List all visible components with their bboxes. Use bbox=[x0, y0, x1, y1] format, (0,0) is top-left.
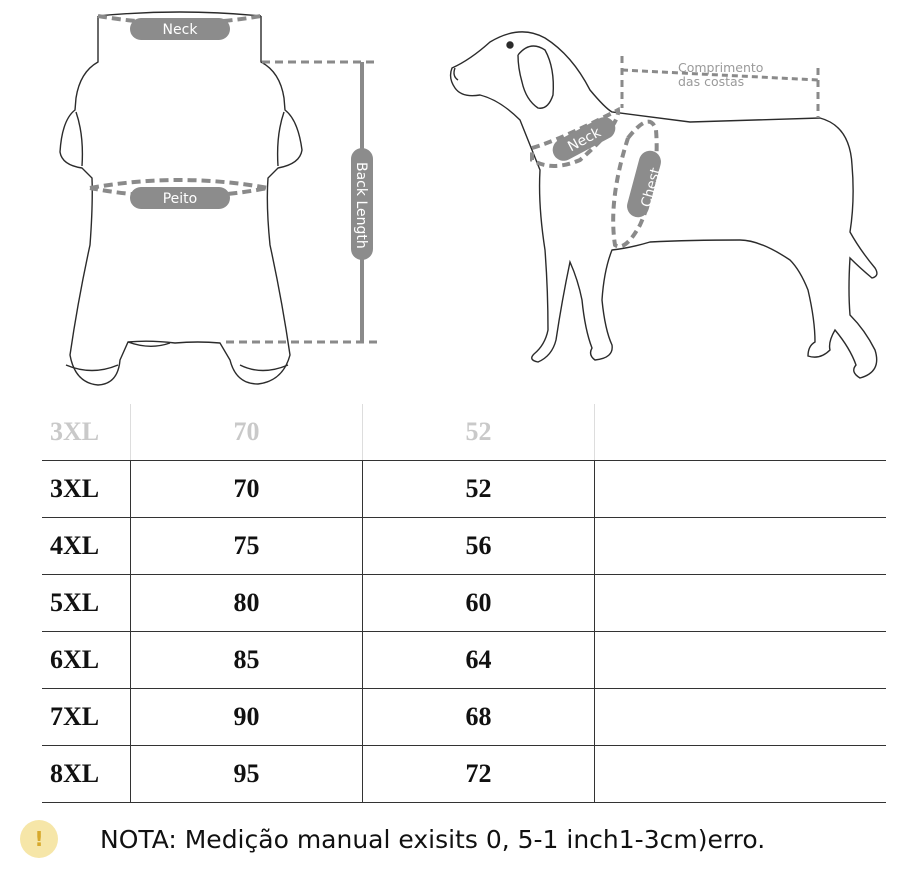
size-cell: 3XL bbox=[42, 404, 131, 461]
warning-icon: ! bbox=[20, 820, 58, 858]
empty-cell bbox=[595, 632, 887, 689]
suit-back-length-measure bbox=[226, 62, 378, 342]
back-length-cell: 70 bbox=[131, 461, 363, 518]
chest-cell: 64 bbox=[363, 632, 595, 689]
suit-neck-measure bbox=[98, 16, 261, 40]
dog-chest-measure bbox=[613, 122, 664, 247]
back-length-cell: 95 bbox=[131, 746, 363, 803]
empty-cell bbox=[595, 461, 887, 518]
back-length-cell: 80 bbox=[131, 575, 363, 632]
table-row bbox=[42, 575, 886, 632]
table-row bbox=[42, 404, 886, 461]
chest-cell: 52 bbox=[363, 461, 595, 518]
size-cell: 4XL bbox=[42, 518, 131, 575]
size-cell: 6XL bbox=[42, 632, 131, 689]
empty-cell bbox=[595, 404, 887, 461]
table-row bbox=[42, 746, 886, 803]
dog-illustration bbox=[451, 32, 877, 378]
back-length-cell: 75 bbox=[131, 518, 363, 575]
empty-cell bbox=[595, 575, 887, 632]
dog-neck-label: Neck bbox=[565, 124, 604, 156]
chest-cell: 60 bbox=[363, 575, 595, 632]
suit-chest-measure bbox=[90, 180, 268, 209]
table-row bbox=[42, 689, 886, 746]
back-length-cell: 85 bbox=[131, 632, 363, 689]
dog-neck-measure bbox=[532, 110, 619, 166]
note-text: NOTA: Medição manual exisits 0, 5-1 inch1-3cm)erro. bbox=[100, 824, 766, 854]
dog-back-label-line2: das costas bbox=[678, 74, 745, 89]
chest-cell: 52 bbox=[363, 404, 595, 461]
measurement-note bbox=[20, 820, 765, 858]
dog-back-label-line1: Comprimento bbox=[678, 60, 764, 75]
size-cell: 5XL bbox=[42, 575, 131, 632]
table-row bbox=[42, 518, 886, 575]
back-length-cell: 70 bbox=[131, 404, 363, 461]
chest-cell: 56 bbox=[363, 518, 595, 575]
suit-back-length-label: Back Length bbox=[353, 162, 369, 249]
suit-neck-label: Neck bbox=[162, 22, 198, 38]
size-cell: 3XL bbox=[42, 461, 131, 518]
chest-cell: 68 bbox=[363, 689, 595, 746]
suit-chest-label: Peito bbox=[162, 191, 198, 207]
empty-cell bbox=[595, 746, 887, 803]
back-length-cell: 90 bbox=[131, 689, 363, 746]
measurement-diagram bbox=[0, 0, 910, 404]
empty-cell bbox=[595, 689, 887, 746]
size-chart-table bbox=[42, 404, 886, 803]
empty-cell bbox=[595, 518, 887, 575]
table-row bbox=[42, 461, 886, 518]
dog-back-measure bbox=[622, 56, 818, 118]
table-row bbox=[42, 632, 886, 689]
size-cell: 7XL bbox=[42, 689, 131, 746]
chest-cell: 72 bbox=[363, 746, 595, 803]
dog-chest-label: Chest bbox=[638, 166, 665, 210]
size-cell: 8XL bbox=[42, 746, 131, 803]
